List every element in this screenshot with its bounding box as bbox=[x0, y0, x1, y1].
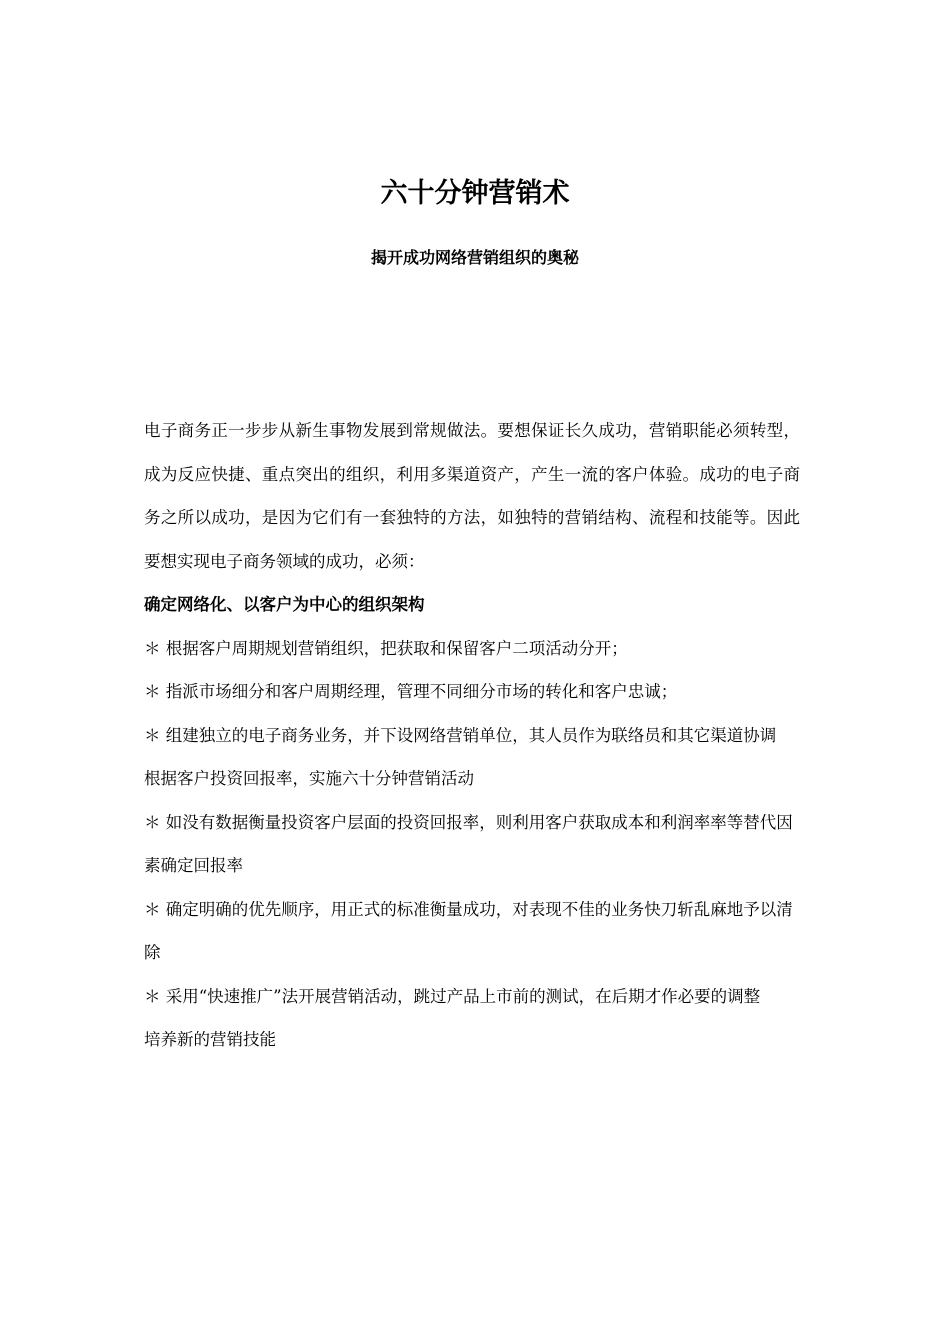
bullet-item: ＊ 根据客户周期规划营销组织，把获取和保留客户二项活动分开； bbox=[144, 638, 628, 658]
bullet-item: ＊ 确定明确的优先顺序，用正式的标准衡量成功，对表现不佳的业务快刀斩乱麻地予以清除 bbox=[144, 899, 793, 962]
bullet-item: ＊ 如没有数据衡量投资客户层面的投资回报率，则利用客户获取成本和利润率率等替代因素确定回报率 bbox=[144, 812, 793, 875]
section-heading-organization: 确定网络化、以客户为中心的组织架构 bbox=[144, 595, 425, 614]
intro-paragraph: 电子商务正一步步从新生事物发展到常规做法。要想保证长久成功，营销职能必须转型，成为反应快捷、重点突出的组织，利用多渠道资产，产生一流的客户体验。成功的电子商务之所以成功，是因为它们有一套独特的方法，如独特的营销结构、流程和技能等。因此要想实现电子商务领域的成功，必须： bbox=[144, 421, 800, 571]
bullet-item: ＊ 采用“快速推广”法开展营销活动，跳过产品上市前的测试，在后期才作必要的调整 bbox=[144, 986, 761, 1006]
document-body bbox=[144, 409, 800, 1062]
bullet-item: ＊ 组建独立的电子商务业务，并下设网络营销单位，其人员作为联络员和其它渠道协调 bbox=[144, 725, 777, 745]
bullet-item: ＊ 指派市场细分和客户周期经理，管理不同细分市场的转化和客户忠诚； bbox=[144, 682, 678, 701]
section-line-skills: 培养新的营销技能 bbox=[144, 1030, 276, 1049]
section-line-roi: 根据客户投资回报率，实施六十分钟营销活动 bbox=[144, 769, 474, 788]
document-title: 六十分钟营销术 bbox=[380, 178, 570, 209]
document-subtitle: 揭开成功网络营销组织的奥秘 bbox=[370, 248, 579, 267]
